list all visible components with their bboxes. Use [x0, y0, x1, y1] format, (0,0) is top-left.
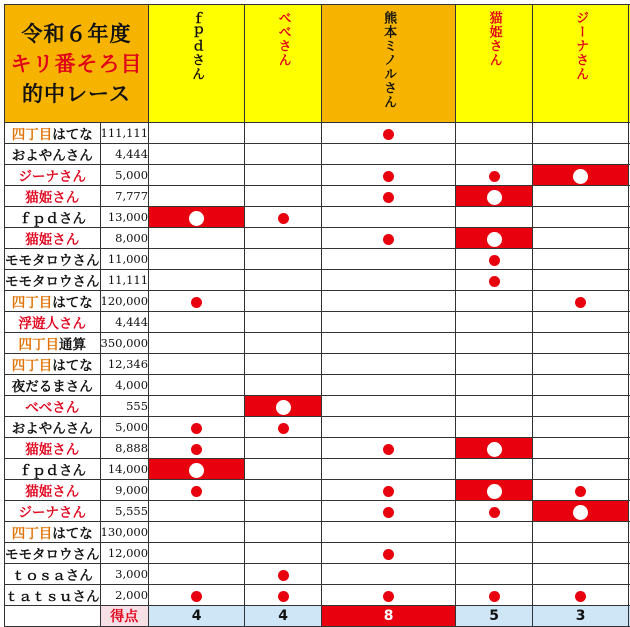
- race-name-part: 通算: [59, 337, 86, 353]
- table-row: [5, 375, 630, 396]
- race-name-part: はてな: [52, 127, 93, 143]
- mark-cell: [533, 564, 629, 585]
- mark-cell: [456, 144, 533, 165]
- mark-cell: [149, 165, 245, 186]
- mark-cell: [533, 228, 629, 249]
- race-name-part: 猫姫さん: [25, 232, 79, 248]
- race-name: [5, 375, 101, 396]
- race-name-part: およやんさん: [12, 148, 93, 164]
- player-score: 8: [322, 606, 456, 627]
- race-name: [5, 501, 101, 522]
- mark-cell: [533, 438, 629, 459]
- hit-circle: [487, 442, 502, 457]
- race-name-part: はてな: [52, 358, 93, 374]
- race-name-part: 四丁目: [12, 526, 53, 542]
- mark-cell: [533, 459, 629, 480]
- player-header: [456, 5, 533, 123]
- race-name-part: ジーナさん: [19, 169, 87, 185]
- mark-cell: [245, 564, 322, 585]
- target-number: 14,000: [100, 459, 149, 480]
- table-row: [5, 480, 630, 501]
- race-name-part: 四丁目: [12, 358, 53, 374]
- mark-cell: [245, 123, 322, 144]
- mark-cell: [149, 522, 245, 543]
- score-label: 得点: [100, 606, 149, 627]
- title-line-3: 的中レース: [5, 79, 148, 109]
- prediction-dot: [489, 171, 500, 182]
- mark-cell: [149, 123, 245, 144]
- prediction-dot: [191, 297, 202, 308]
- title-block: [5, 5, 149, 123]
- table-row: [5, 522, 630, 543]
- table-row: [5, 123, 630, 144]
- mark-cell: [322, 144, 456, 165]
- mark-cell: [322, 291, 456, 312]
- target-number: 7,777: [100, 186, 149, 207]
- race-name: [5, 312, 101, 333]
- race-name-part: 四丁目: [19, 337, 60, 353]
- mark-cell: [245, 543, 322, 564]
- hit-circle: [487, 484, 502, 499]
- mark-cell: [322, 312, 456, 333]
- race-name: [5, 123, 101, 144]
- prediction-dot: [575, 297, 586, 308]
- race-name-part: モモタロウさん: [5, 253, 100, 269]
- mark-cell: [322, 522, 456, 543]
- race-name: [5, 564, 101, 585]
- target-number: 2,000: [100, 585, 149, 606]
- player-name: 猫姫さん: [485, 11, 504, 67]
- mark-cell: [149, 564, 245, 585]
- race-name-part: ｆｐｄさん: [19, 211, 87, 227]
- prediction-dot: [383, 444, 394, 455]
- table-row: [5, 333, 630, 354]
- race-name: [5, 333, 101, 354]
- race-name-part: ｔａｔｓｕさん: [5, 589, 100, 605]
- mark-cell: [245, 375, 322, 396]
- hit-circle: [189, 211, 204, 226]
- mark-cell: [456, 186, 533, 207]
- mark-cell: [533, 270, 629, 291]
- score-row: [5, 606, 630, 627]
- mark-cell: [456, 459, 533, 480]
- race-name-part: ジーナさん: [19, 505, 87, 521]
- mark-cell: [322, 459, 456, 480]
- race-name: [5, 186, 101, 207]
- mark-cell: [322, 564, 456, 585]
- race-name-part: ｆｐｄさん: [19, 463, 87, 479]
- mark-cell: [456, 585, 533, 606]
- target-number: 4,444: [100, 144, 149, 165]
- mark-cell: [149, 207, 245, 228]
- table-row: [5, 270, 630, 291]
- table-row: [5, 186, 630, 207]
- mark-cell: [149, 291, 245, 312]
- mark-cell: [245, 186, 322, 207]
- mark-cell: [322, 186, 456, 207]
- target-number: 111,111: [100, 123, 149, 144]
- table-row: [5, 417, 630, 438]
- table-row: [5, 438, 630, 459]
- prediction-dot: [383, 192, 394, 203]
- race-name: [5, 354, 101, 375]
- prediction-dot: [383, 129, 394, 140]
- race-name: [5, 585, 101, 606]
- target-number: 8,888: [100, 438, 149, 459]
- mark-cell: [456, 396, 533, 417]
- prediction-dot: [278, 423, 289, 434]
- mark-cell: [149, 480, 245, 501]
- mark-cell: [149, 270, 245, 291]
- race-name: [5, 396, 101, 417]
- player-score: 4: [245, 606, 322, 627]
- mark-cell: [149, 501, 245, 522]
- mark-cell: [456, 312, 533, 333]
- target-number: 5,555: [100, 501, 149, 522]
- player-header: [322, 5, 456, 123]
- mark-cell: [149, 249, 245, 270]
- mark-cell: [149, 144, 245, 165]
- prediction-dot: [489, 255, 500, 266]
- player-header: [149, 5, 245, 123]
- race-name-part: ｔｏｓａさん: [12, 568, 93, 584]
- table-row: [5, 165, 630, 186]
- target-number: 13,000: [100, 207, 149, 228]
- mark-cell: [456, 165, 533, 186]
- table-row: [5, 291, 630, 312]
- race-name-part: 猫姫さん: [25, 442, 79, 458]
- target-number: 5,000: [100, 417, 149, 438]
- player-name: ジーナさん: [571, 11, 590, 81]
- mark-cell: [456, 228, 533, 249]
- race-name-part: 四丁目: [12, 295, 53, 311]
- mark-cell: [456, 438, 533, 459]
- race-name: [5, 228, 101, 249]
- race-name: [5, 417, 101, 438]
- prediction-dot: [191, 591, 202, 602]
- target-number: 11,000: [100, 249, 149, 270]
- mark-cell: [456, 375, 533, 396]
- player-header: [245, 5, 322, 123]
- player-header: [533, 5, 629, 123]
- prediction-dot: [383, 549, 394, 560]
- mark-cell: [322, 375, 456, 396]
- mark-cell: [533, 249, 629, 270]
- mark-cell: [149, 186, 245, 207]
- prediction-dot: [489, 507, 500, 518]
- table-row: [5, 249, 630, 270]
- mark-cell: [322, 123, 456, 144]
- race-name-part: 猫姫さん: [25, 190, 79, 206]
- mark-cell: [533, 543, 629, 564]
- mark-cell: [149, 396, 245, 417]
- title-line-2: キリ番そろ目: [5, 49, 148, 79]
- player-name: ｆｐｄさん: [187, 11, 206, 81]
- mark-cell: [533, 417, 629, 438]
- mark-cell: [533, 522, 629, 543]
- mark-cell: [533, 312, 629, 333]
- hit-circle: [573, 169, 588, 184]
- mark-cell: [456, 522, 533, 543]
- race-name: [5, 144, 101, 165]
- race-name: [5, 459, 101, 480]
- mark-cell: [322, 396, 456, 417]
- mark-cell: [322, 354, 456, 375]
- mark-cell: [245, 501, 322, 522]
- race-name-part: モモタロウさん: [5, 274, 100, 290]
- score-spacer: [5, 606, 101, 627]
- table-row: [5, 459, 630, 480]
- mark-cell: [456, 354, 533, 375]
- prediction-dot: [278, 591, 289, 602]
- mark-cell: [245, 144, 322, 165]
- prediction-dot: [489, 276, 500, 287]
- race-name-part: 浮遊人さん: [19, 316, 87, 332]
- mark-cell: [245, 438, 322, 459]
- hit-circle: [487, 232, 502, 247]
- prediction-dot: [383, 171, 394, 182]
- mark-cell: [322, 543, 456, 564]
- target-number: 12,000: [100, 543, 149, 564]
- mark-cell: [533, 165, 629, 186]
- prediction-dot: [278, 570, 289, 581]
- target-number: 8,000: [100, 228, 149, 249]
- mark-cell: [322, 438, 456, 459]
- prediction-dot: [489, 591, 500, 602]
- mark-cell: [322, 165, 456, 186]
- race-name-part: 猫姫さん: [25, 484, 79, 500]
- mark-cell: [533, 144, 629, 165]
- mark-cell: [149, 312, 245, 333]
- table-row: [5, 585, 630, 606]
- mark-cell: [533, 354, 629, 375]
- mark-cell: [322, 207, 456, 228]
- mark-cell: [322, 270, 456, 291]
- target-number: 9,000: [100, 480, 149, 501]
- mark-cell: [322, 501, 456, 522]
- mark-cell: [456, 480, 533, 501]
- mark-cell: [149, 354, 245, 375]
- target-number: 3,000: [100, 564, 149, 585]
- mark-cell: [533, 186, 629, 207]
- player-score: 5: [456, 606, 533, 627]
- mark-cell: [149, 417, 245, 438]
- prediction-dot: [383, 486, 394, 497]
- prediction-dot: [191, 444, 202, 455]
- race-name-part: はてな: [52, 526, 93, 542]
- race-name: [5, 480, 101, 501]
- mark-cell: [149, 228, 245, 249]
- mark-cell: [245, 396, 322, 417]
- table-row: [5, 144, 630, 165]
- mark-cell: [533, 585, 629, 606]
- mark-cell: [533, 123, 629, 144]
- table-row: [5, 396, 630, 417]
- race-name-part: モモタロウさん: [5, 547, 100, 563]
- mark-cell: [245, 312, 322, 333]
- mark-cell: [456, 270, 533, 291]
- prediction-dot: [191, 486, 202, 497]
- mark-cell: [149, 375, 245, 396]
- table-row: [5, 543, 630, 564]
- prediction-dot: [383, 507, 394, 518]
- mark-cell: [245, 270, 322, 291]
- player-score: 4: [149, 606, 245, 627]
- mark-cell: [322, 249, 456, 270]
- table-row: [5, 312, 630, 333]
- mark-cell: [245, 459, 322, 480]
- target-number: 130,000: [100, 522, 149, 543]
- mark-cell: [149, 333, 245, 354]
- table-row: [5, 354, 630, 375]
- mark-cell: [456, 501, 533, 522]
- mark-cell: [149, 543, 245, 564]
- race-name: [5, 522, 101, 543]
- prediction-dot: [191, 423, 202, 434]
- prediction-dot: [383, 234, 394, 245]
- mark-cell: [533, 480, 629, 501]
- table-row: [5, 501, 630, 522]
- target-number: 4,000: [100, 375, 149, 396]
- mark-cell: [456, 417, 533, 438]
- hit-circle: [276, 400, 291, 415]
- mark-cell: [456, 291, 533, 312]
- race-name: [5, 270, 101, 291]
- target-number: 5,000: [100, 165, 149, 186]
- hit-circle: [189, 463, 204, 478]
- mark-cell: [245, 165, 322, 186]
- mark-cell: [245, 228, 322, 249]
- target-number: 12,346: [100, 354, 149, 375]
- mark-cell: [456, 123, 533, 144]
- player-name: 熊本ミノルさん: [379, 11, 398, 109]
- table-row: [5, 207, 630, 228]
- mark-cell: [322, 228, 456, 249]
- hit-table: [4, 4, 630, 627]
- table-row: [5, 228, 630, 249]
- target-number: 4,444: [100, 312, 149, 333]
- mark-cell: [533, 207, 629, 228]
- mark-cell: [149, 459, 245, 480]
- prediction-dot: [383, 591, 394, 602]
- hit-circle: [487, 190, 502, 205]
- mark-cell: [322, 333, 456, 354]
- mark-cell: [322, 585, 456, 606]
- player-score: 3: [533, 606, 629, 627]
- mark-cell: [533, 375, 629, 396]
- target-number: 11,111: [100, 270, 149, 291]
- player-name: べべさん: [274, 11, 293, 67]
- title-line-1: 令和６年度: [5, 19, 148, 49]
- mark-cell: [533, 396, 629, 417]
- mark-cell: [456, 333, 533, 354]
- mark-cell: [456, 249, 533, 270]
- mark-cell: [245, 333, 322, 354]
- mark-cell: [533, 501, 629, 522]
- mark-cell: [245, 249, 322, 270]
- target-number: 350,000: [100, 333, 149, 354]
- mark-cell: [533, 291, 629, 312]
- mark-cell: [149, 438, 245, 459]
- prediction-dot: [278, 213, 289, 224]
- mark-cell: [245, 291, 322, 312]
- race-name: [5, 291, 101, 312]
- prediction-dot: [575, 591, 586, 602]
- mark-cell: [456, 207, 533, 228]
- mark-cell: [322, 480, 456, 501]
- race-name-part: およやんさん: [12, 421, 93, 437]
- race-name-part: 夜だるまさん: [12, 379, 93, 395]
- race-name: [5, 165, 101, 186]
- race-name: [5, 249, 101, 270]
- target-number: 120,000: [100, 291, 149, 312]
- race-name: [5, 207, 101, 228]
- race-name: [5, 438, 101, 459]
- table-row: [5, 564, 630, 585]
- mark-cell: [245, 585, 322, 606]
- mark-cell: [533, 333, 629, 354]
- mark-cell: [322, 417, 456, 438]
- mark-cell: [149, 585, 245, 606]
- race-name-part: はてな: [52, 295, 93, 311]
- target-number: 555: [100, 396, 149, 417]
- race-name-part: 四丁目: [12, 127, 53, 143]
- mark-cell: [245, 480, 322, 501]
- mark-cell: [245, 354, 322, 375]
- mark-cell: [456, 564, 533, 585]
- prediction-dot: [575, 486, 586, 497]
- mark-cell: [245, 417, 322, 438]
- hit-circle: [573, 505, 588, 520]
- mark-cell: [245, 522, 322, 543]
- mark-cell: [245, 207, 322, 228]
- mark-cell: [456, 543, 533, 564]
- race-name: [5, 543, 101, 564]
- race-name-part: べべさん: [25, 400, 79, 416]
